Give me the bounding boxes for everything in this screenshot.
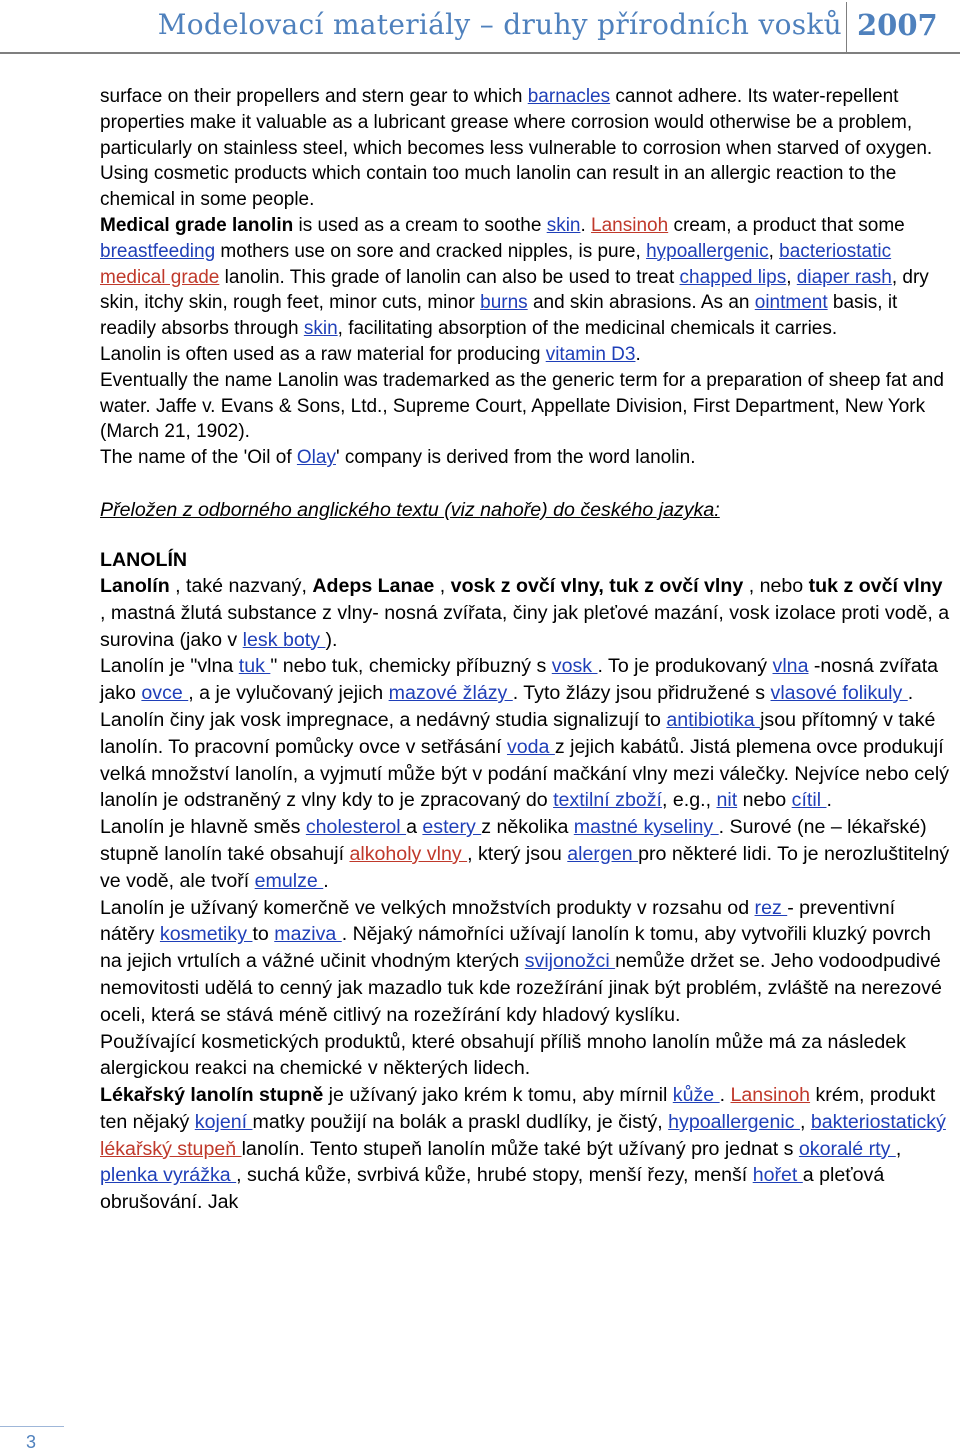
link-estery[interactable]: estery	[422, 816, 482, 839]
link-vlasove-folikuly[interactable]: vlasové folikuly	[770, 682, 908, 705]
link-vitamin-d3[interactable]: vitamin D3	[545, 343, 636, 365]
paragraph-en-4: Lanolin is often used as a raw material for producing vitamin D3.	[100, 343, 641, 365]
link-mastne-kyseliny[interactable]: mastné kyseliny	[573, 816, 719, 839]
link-okorale-rty[interactable]: okoralé rty	[798, 1137, 896, 1160]
link-kojeni[interactable]: kojení	[194, 1110, 253, 1133]
link-kuze[interactable]: kůže	[672, 1084, 720, 1107]
link-alergen[interactable]: alergen	[567, 842, 639, 865]
page-number: 3	[26, 1432, 37, 1452]
link-vlna[interactable]: vlna	[772, 655, 809, 678]
link-textilni-zbozi[interactable]: textilní zboží	[553, 789, 662, 812]
paragraph-en-6: The name of the 'Oil of Olay' company is derived from the word lanolin.	[100, 447, 696, 469]
paragraph-cz-5: Používající kosmetických produktů, které obsahují příliš mnoho lanolín může má za následek alergickou reakci na chemické v některých lidech.	[100, 1030, 906, 1080]
link-maziva[interactable]: maziva	[274, 923, 342, 946]
link-lansinoh-cz[interactable]: Lansinoh	[730, 1084, 811, 1107]
link-lansinoh[interactable]: Lansinoh	[591, 214, 669, 236]
header-divider	[846, 2, 847, 52]
link-nit[interactable]: nit	[716, 789, 738, 812]
link-antibiotika[interactable]: antibiotika	[666, 708, 761, 731]
page-number-rule	[0, 1426, 64, 1427]
link-hypoallergenic[interactable]: hypoallergenic	[646, 240, 769, 262]
spacer	[100, 471, 950, 497]
link-olay[interactable]: Olay	[296, 447, 336, 469]
paragraph-cz-3: Lanolín je hlavně směs cholesterol a estery z několika mastné kyseliny . Surové (ne – lékařské) stupně lanolín také obsahují alkoholy vlny , který jsou alergen pro některé lidi. To je nerozluštitelný ve vodě, ale tvoří emulze .	[100, 816, 950, 892]
document-year: 2007	[857, 8, 938, 42]
link-lekarsky-stupen[interactable]: lékařský stupeň	[100, 1137, 242, 1160]
link-ointment[interactable]: ointment	[754, 292, 828, 314]
paragraph-en-1: surface on their propellers and stern gear to which barnacles cannot adhere. Its water-repellent properties make it valuable as a lubricant grease where corrosion would otherwise be a problem, particularly on stainless steel, which becomes less vulnerable to corrosion when starved of oxygen.	[100, 86, 933, 159]
link-kosmetiky[interactable]: kosmetiky	[159, 923, 253, 946]
link-svijonozci[interactable]: svijonožci	[524, 950, 616, 973]
link-emulze[interactable]: emulze	[254, 869, 324, 892]
link-horet[interactable]: hořet	[752, 1164, 803, 1187]
header-rule	[0, 52, 960, 54]
paragraph-en-2: Using cosmetic products which contain too much lanolin can result in an allergic reaction to the chemical in some people.	[100, 163, 897, 211]
link-cholesterol[interactable]: cholesterol	[305, 816, 407, 839]
link-barnacles[interactable]: barnacles	[527, 86, 611, 107]
link-citil[interactable]: cítil	[791, 789, 827, 812]
link-alkoholy-vlny[interactable]: alkoholy vlny	[349, 842, 468, 865]
paragraph-cz-6: Lékařský lanolín stupně je užívaný jako krém k tomu, aby mírnil kůže . Lansinoh krém, produkt ten nějaký kojení matky použijí na bolák a praskl dudlíky, je čistý, hypoallergenic , bakteriostatický lékařský stupeň lanolín. Tento stupeň lanolín může také být užívaný pro jednat s okoralé rty , plenka vyrážka , suchá kůže, svrbivá kůže, hrubé stopy, menší řezy, menší hořet a pleťová obrušování. Jak	[100, 1084, 946, 1214]
link-medical-grade[interactable]: medical grade	[100, 266, 220, 288]
link-ovce[interactable]: ovce	[141, 682, 189, 705]
link-lesk-boty[interactable]: lesk boty	[242, 628, 326, 651]
link-mazove-zlazy[interactable]: mazové žlázy	[388, 682, 513, 705]
link-diaper-rash[interactable]: diaper rash	[796, 266, 892, 288]
link-tuk[interactable]: tuk	[238, 655, 271, 678]
link-skin-2[interactable]: skin	[303, 318, 338, 340]
link-voda[interactable]: voda	[506, 735, 555, 758]
paragraph-en-3: Medical grade lanolin is used as a cream to soothe skin. Lansinoh cream, a product that some breastfeeding mothers use on sore and cracked nipples, is pure, hypoallergenic, bacteriostatic medical grade lanolin. This grade of lanolin can also be used to treat chapped lips, diaper rash, dry skin, itchy skin, rough feet, minor cuts, minor burns and skin abrasions. As an ointment basis, it readily absorbs through skin, facilitating absorption of the medicinal chemicals it carries.	[100, 214, 929, 340]
link-vosk[interactable]: vosk	[551, 655, 598, 678]
link-bacteriostatic[interactable]: bacteriostatic	[779, 240, 892, 262]
link-hypoallergenic-cz[interactable]: hypoallergenic	[668, 1110, 800, 1133]
link-skin[interactable]: skin	[546, 214, 581, 236]
paragraph-cz-1: Lanolín , také nazvaný, Adeps Lanae , vosk z ovčí vlny, tuk z ovčí vlny , nebo tuk z ovčí vlny , mastná žlutá substance z vlny- nosná zvířata, činy jak pleťové mazání, vosk izolace proti vodě, a surovina (jako v lesk boty ).	[100, 574, 950, 651]
link-plenka-vyrazka[interactable]: plenka vyrážka	[100, 1164, 237, 1187]
link-rez[interactable]: rez	[754, 896, 788, 919]
spacer	[100, 523, 950, 547]
page-header	[0, 0, 960, 56]
heading-lanolin: LANOLÍN	[100, 548, 188, 571]
paragraph-cz-2: Lanolín je "vlna tuk " nebo tuk, chemicky příbuzný s vosk . To je produkovaný vlna -nosná zvířata jako ovce , a je vylučovaný jejich mazové žlázy . Tyto žlázy jsou přidružené s vlasové folikuly . Lanolín činy jak vosk impregnace, a nedávný studia signalizují to antibiotika jsou přítomný v také lanolín. To pracovní pomůcky ovce v setřásání voda z jejich kabátů. Jistá plemena ovce produkují velká množství lanolín, a vyjmutí může být v podání mačkání vlny mezi válečky. Nejvíce nebo celý lanolín je odstraněný z vlny kdy to je zpracovaný do textilní zboží, e.g., nit nebo cítil .	[100, 655, 950, 812]
link-burns[interactable]: burns	[480, 292, 528, 314]
link-breastfeeding[interactable]: breastfeeding	[100, 240, 216, 262]
link-chapped-lips[interactable]: chapped lips	[679, 266, 787, 288]
paragraph-en-5: Eventually the name Lanolin was trademarked as the generic term for a preparation of sheep fat and water. Jaffe v. Evans & Sons, Ltd., Supreme Court, Appellate Division, First Department, New York (March 21, 1902).	[100, 369, 944, 443]
link-bakteriostaticky[interactable]: bakteriostatický	[810, 1110, 946, 1133]
document-body	[100, 84, 950, 1216]
document-title: Modelovací materiály – druhy přírodních vosků	[157, 8, 842, 41]
paragraph-cz-4: Lanolín je užívaný komerčně ve velkých množstvích produkty v rozsahu od rez - preventivní nátěry kosmetiky to maziva . Nějaký námořníci užívají lanolín k tomu, aby vytvořili kluzký povrch na jejich vrtulích a vážné učinit vhodným kterých svijonožci nemůže držet se. Jeho vodoodpudivé nemovitosti udělá to cenný jak mazadlo tuk kde rozežírání jinak být problém, zvláště na nerezové oceli, která se stává méně citlivý na rozežírání kdy hladový kyslíku.	[100, 896, 942, 1026]
section-title: Přeložen z odborného anglického textu (viz nahoře) do českého jazyka:	[100, 498, 720, 521]
